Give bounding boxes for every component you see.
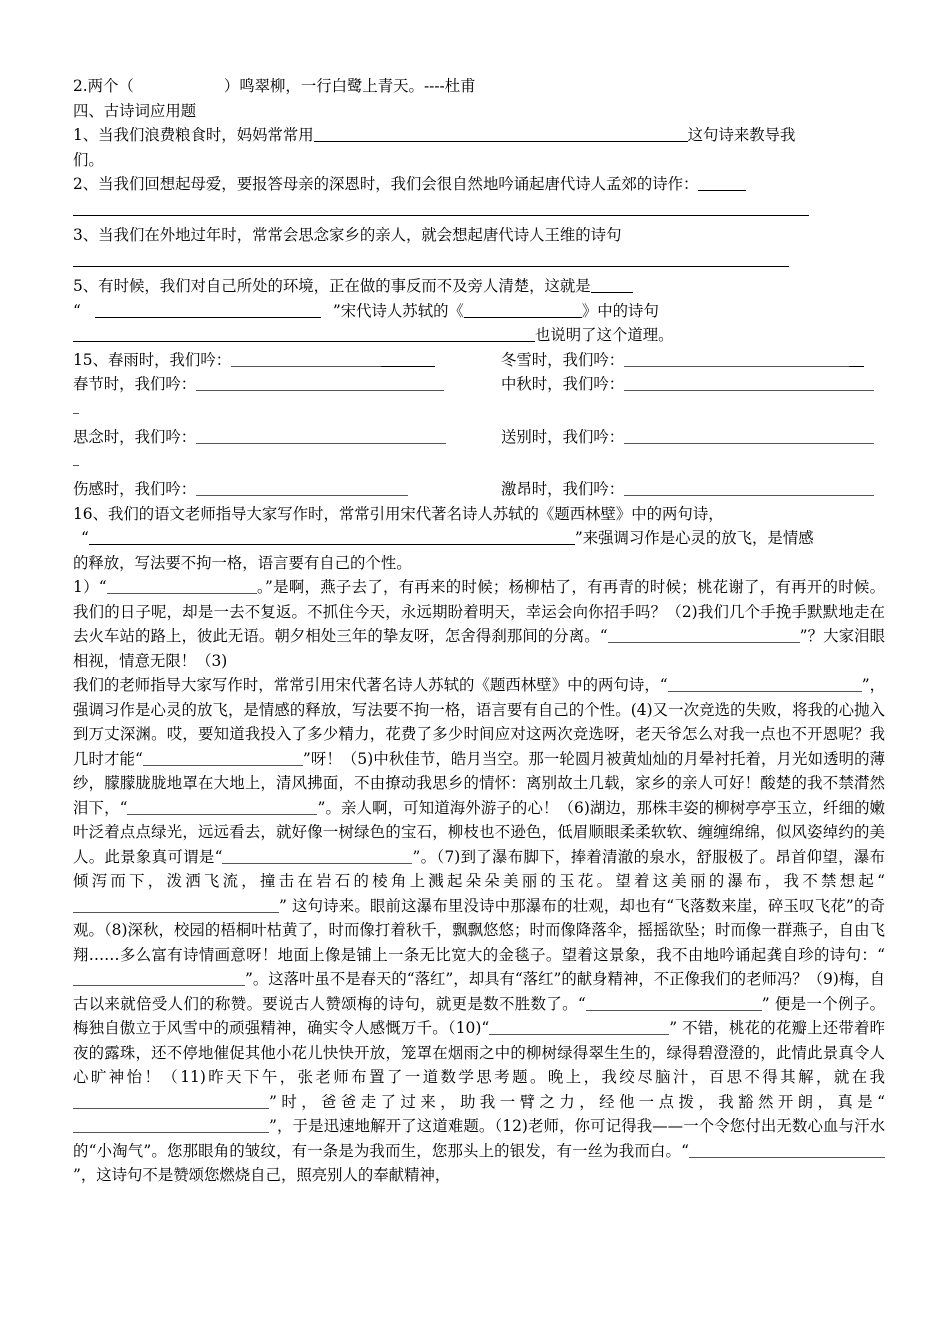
q5-title-blank[interactable] [464,300,582,318]
q15-answer-blank[interactable] [624,349,849,367]
q2-answer-blank[interactable] [73,198,809,216]
q15-answer-blank[interactable] [196,373,444,391]
passage-text: ”，强调习作是心灵的放飞，是情感的释放，写法要不拘一格，语言要有自己的个性。(4)又一次竞选的失败，将我的心抛入到万丈深渊。哎，要知道我投入了多少精力，花费了多少时间应对这两次竞选呀，老天爷怎么对我一点也不开恩呢？我几时才能“ [73,676,885,768]
q1-line [73,123,885,148]
q5-text: 5、有时候，我们对自己所处的环境，正在做的事反而不及旁人清楚，这就是 [73,277,591,295]
q15-right-label: 冬雪时，我们吟： [501,350,625,369]
q1-suffix: 这句诗来教导我 [687,126,796,144]
q5-quote-blank[interactable] [95,300,321,318]
q15-left-label: 春节时，我们吟： [73,375,197,393]
q15-right [501,425,874,450]
passage-text: ” 便是一个例子。梅独自傲立于风雪中的顽强精神，确实令人感慨万千。（10)“ [73,994,885,1037]
passage-blank-5[interactable] [127,797,317,815]
q3-answer-blank[interactable] [73,249,789,267]
q1-tail: 们。 [73,150,104,169]
q5-blank-start[interactable] [591,275,633,293]
q15-answer-blank[interactable] [624,373,874,391]
q15-right [501,372,874,397]
passage-text: ”？大家泪眼相视，情意无限！（3) [73,627,885,670]
passage-blank-8[interactable] [73,968,245,986]
q16-line2 [73,526,885,551]
q5-line3 [73,323,885,348]
q15-answer-blank[interactable] [196,478,408,496]
q16-open-quote: “ [81,529,89,547]
q5-line2 [73,299,885,324]
passage-text: ”，这诗句不是赞颂您燃烧自己，照亮别人的奉献精神， [73,1166,451,1184]
passage-blank-6[interactable] [222,846,412,864]
passage-blank-2[interactable] [608,625,800,643]
q15-right-label: 激昂时，我们吟： [501,480,625,498]
q16-line1: 16、我们的语文老师指导大家写作时，常常引用宋代著名诗人苏轼的《题西林壁》中的两句诗， [73,504,724,523]
passage-text: ”。（7)到了瀑布脚下，捧着清澈的泉水，舒服极了。昂首仰望，瀑布倾泻而下，泼洒飞流，撞击在岩石的棱角上溅起朵朵美丽的玉花。望着这美丽的瀑布，我不禁想起“ [73,847,886,890]
q15-answer-blank[interactable] [196,426,446,444]
worksheet-page [73,74,885,1188]
passage-blank-4[interactable] [143,748,303,766]
passage-text: ” 这句诗来。眼前这瀑布里没诗中那瀑布的壮观，却也有“飞落数来崖，碎玉叹飞花”的奇观。（8)深秋，校园的梧桐叶枯黄了，时而像打着秋千，飘飘悠悠；时而像降落伞，摇摇欲坠；时而像一群燕子，自由飞翔……多么富有诗情画意呀！地面上像是铺上一条无比宽大的金毯子。望着这景象，我不由地吟诵起龚自珍的诗句：“ [73,896,885,964]
q15-row-4 [73,477,885,502]
q2-answer-blank-start[interactable] [698,173,746,191]
passage-blank-13[interactable] [689,1140,885,1158]
q15-row-1 [73,348,885,373]
q1-prefix: 1、当我们浪费粮食时，妈妈常常用 [73,126,314,144]
q15-right [501,477,874,502]
q15-answer-blank[interactable] [231,349,381,367]
poem-suffix: ）鸣翠柳，一行白鹭上青天。----杜甫 [223,77,476,95]
poem-line-question [73,74,885,99]
passage-text: ”时，爸爸走了过来，助我一臂之力，经他一点拨，我豁然开朗，真是“ [269,1092,885,1111]
q2-line [73,172,885,197]
q5-mid: ”宋代诗人苏轼的《 [332,301,464,320]
passage-blank-3[interactable] [668,674,758,692]
passage [73,575,885,1188]
passage-blank-11[interactable] [73,1091,269,1109]
passage-text: 1）“ [73,578,107,596]
q5-line1 [73,274,885,299]
q16-answer-blank[interactable] [89,527,575,545]
q15-right-label: 中秋时，我们吟： [501,375,625,393]
q15-left-label: 伤感时，我们吟： [73,480,197,498]
q15-left-label: 15、春雨时，我们吟： [73,350,232,369]
q15-dash-1 [73,397,885,411]
section-title: 四、古诗词应用题 [73,101,197,120]
q5-open-quote: “ [73,301,81,320]
passage-blank-12[interactable] [73,1115,269,1133]
q5-end: 也说明了这个道理。 [535,326,674,344]
q15-answer-blank[interactable] [381,349,435,367]
q15-answer-blank[interactable] [624,426,874,444]
passage-blank-10[interactable] [489,1017,669,1035]
q15-dash-2 [73,449,885,463]
q15-right [501,348,864,373]
passage-blank-3b[interactable] [758,674,862,692]
q16-line3: 的释放，写法要不拘一格，语言要有自己的个性。 [73,553,412,572]
q2-answer-line [73,197,885,222]
q1-answer-blank[interactable] [314,124,688,142]
q5-close-title: 》中的诗句 [581,301,659,320]
passage-text: ”呀！（5)中秋佳节，皓月当空。那一轮圆月被黄灿灿的月晕衬托着，月光如透明的薄纱，朦朦胧胧地罩在大地上，清风拂面，不由撩动我思乡的情怀：离别故土几载，家乡的亲人可好！酸楚的我不禁潸然泪下，“ [73,749,885,817]
q15-row-3 [73,425,885,450]
q16-close: ”来强调习作是心灵的放飞，是情感 [574,529,814,547]
passage-text: ” 不错，桃花的花瓣上还带着昨夜的露珠，还不停地催促其他小花儿快快开放，笼罩在烟雨之中的柳树绿得翠生生的，绿得碧澄澄的，此情此景真令人心旷神怡！（11)昨天下午，张老师布置了一道数学思考题。晚上，我绞尽脑汁，百思不得其解，就在我 [73,1019,885,1086]
passage-text: 我们的老师指导大家写作时，常常引用宋代著名诗人苏轼的《题西林壁》中的两句诗，“ [73,676,668,694]
q5-poem-blank[interactable] [73,324,535,342]
passage-text: ”，于是迅速地解开了这道难题。（12)老师，你可记得我——一个令您付出无数心血与汗水的“小淘气”。您那眼角的皱纹，有一条是为我而生，您那头上的银发，有一丝为我而白。“ [73,1117,885,1160]
passage-text: 。”是啊，燕子去了，有再来的时候；杨柳枯了，有再青的时候；桃花谢了，有再开的时候。我们的日子呢，却是一去不复返。不抓住今天，永远期盼着明天，幸运会向你招手吗？（2)我们几个手挽手默默地走在去火车站的路上，彼此无语。朝夕相处三年的挚友呀，怎舍得刹那间的分离。“ [73,578,885,645]
passage-text: ”。这落叶虽不是春天的“落红”，却具有“落红”的献身精神，不正像我们的老师冯？（9)梅，自古以来就倍受人们的称赞。要说古人赞颂梅的诗句，就更是数不胜数了。“ [73,970,885,1013]
passage-blank-1[interactable] [107,576,257,594]
passage-text: ”。亲人啊，可知道海外游子的心！（6)湖边，那株丰姿的柳树亭亭玉立，纤细的嫩叶泛着点点绿光，远远看去，就好像一树绿色的宝石，柳枝也不逊色，低眉顺眼柔柔软软、缠缠绵绵，似风姿绰约的美人。此景象真可谓是“ [73,798,885,866]
q15-right-label: 送别时，我们吟： [501,427,625,446]
passage-blank-9[interactable] [586,993,762,1011]
q15-left-label: 思念时，我们吟： [73,427,197,446]
q3-line: 3、当我们在外地过年时，常常会思念家乡的亲人，就会想起唐代诗人王维的诗句 [73,226,622,244]
q3-answer-line [73,248,885,273]
q15-row-2 [73,372,885,397]
q2-text: 2、当我们回想起母爱，要报答母亲的深恩时，我们会很自然地吟诵起唐代诗人孟郊的诗作： [73,175,699,193]
q15-answer-blank[interactable] [849,349,864,367]
q15-answer-blank[interactable] [624,478,874,496]
passage-blank-7[interactable] [73,895,279,913]
poem-prefix: 2.两个（ [73,77,134,95]
